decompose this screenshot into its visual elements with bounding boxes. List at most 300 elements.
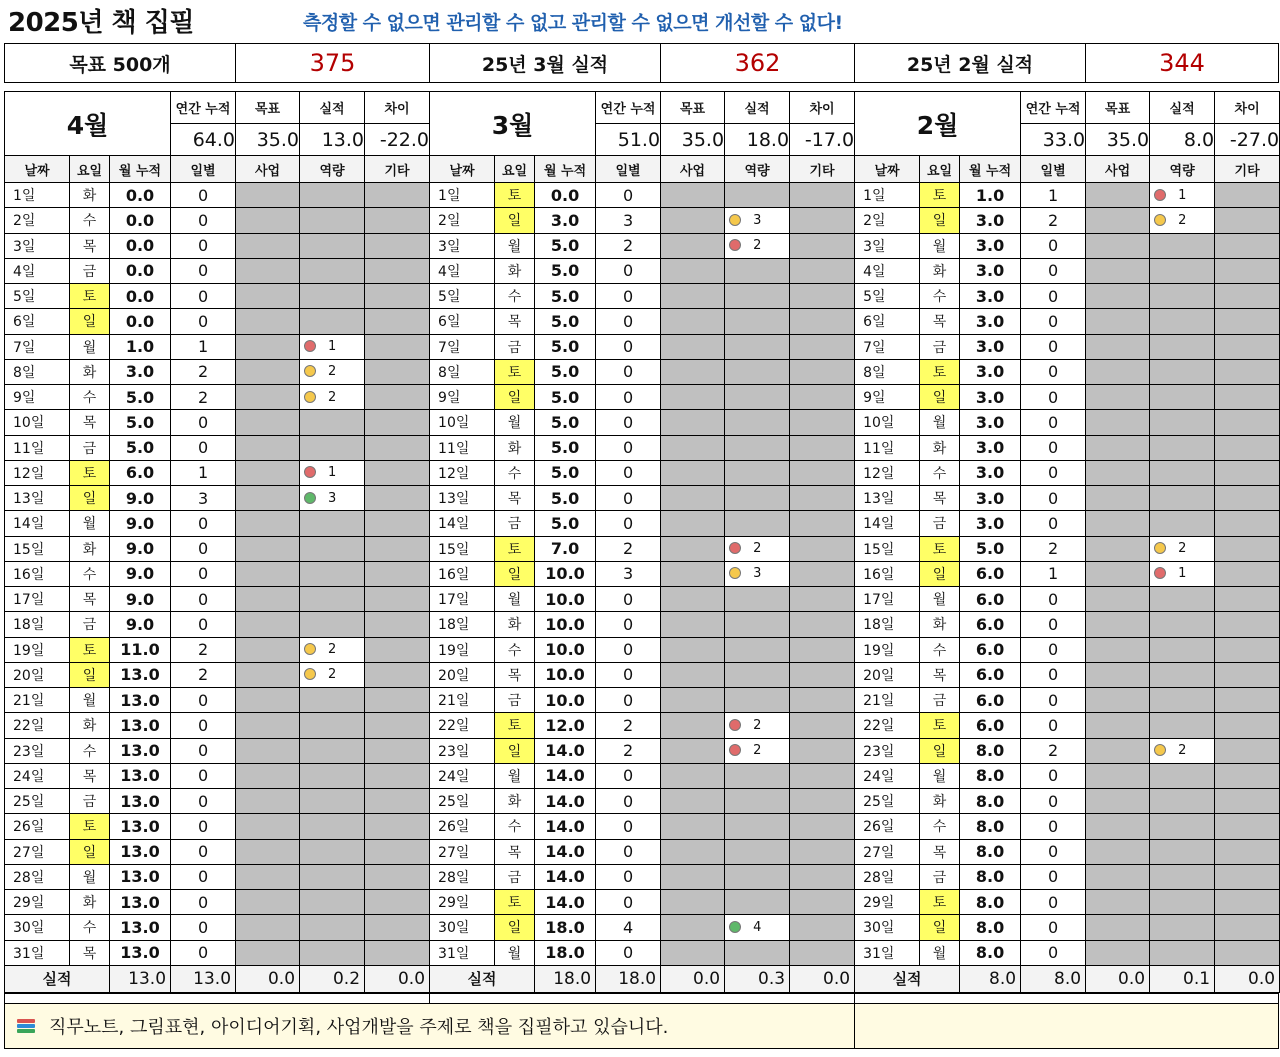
day-cell: 23일 <box>855 738 920 763</box>
other-cell <box>790 763 855 788</box>
ability-value: 2 <box>753 717 762 733</box>
column-header-date: 날짜 <box>855 156 920 183</box>
business-cell <box>1086 789 1150 814</box>
table-row <box>5 536 1280 561</box>
month-cum-cell: 3.0 <box>960 359 1021 384</box>
month-cum-cell: 3.0 <box>960 334 1021 359</box>
day-cell: 25일 <box>430 789 495 814</box>
month-cum-cell: 6.0 <box>960 612 1021 637</box>
business-cell <box>1086 284 1150 309</box>
business-cell <box>661 258 725 283</box>
day-cell: 23일 <box>430 738 495 763</box>
ability-cell <box>1150 662 1215 687</box>
weekday-cell: 월 <box>920 587 960 612</box>
business-cell <box>1086 258 1150 283</box>
weekday-cell: 금 <box>920 688 960 713</box>
month-cum-cell: 8.0 <box>960 940 1021 965</box>
business-cell <box>236 208 300 233</box>
daily-cell: 0 <box>171 763 236 788</box>
weekday-cell: 일 <box>920 561 960 586</box>
ability-cell <box>1150 208 1215 233</box>
other-cell <box>365 385 430 410</box>
month-cum-cell: 5.0 <box>110 410 171 435</box>
day-cell: 26일 <box>430 814 495 839</box>
business-cell <box>1086 814 1150 839</box>
business-cell <box>661 410 725 435</box>
daily-cell: 2 <box>596 713 661 738</box>
other-cell <box>1215 890 1280 915</box>
weekday-cell: 수 <box>70 915 110 940</box>
summary-value-annual-cum: 51.0 <box>596 124 661 156</box>
daily-cell: 0 <box>596 789 661 814</box>
business-cell <box>1086 688 1150 713</box>
daily-cell: 0 <box>596 940 661 965</box>
business-cell <box>1086 233 1150 258</box>
summary-header-annual-cum: 연간 누적 <box>1021 92 1086 124</box>
summary-value-actual: 18.0 <box>725 124 790 156</box>
weekday-cell: 화 <box>70 713 110 738</box>
other-cell <box>1215 789 1280 814</box>
slogan-text: 측정할 수 없으면 관리할 수 없고 관리할 수 없으면 개선할 수 없다! <box>303 12 843 34</box>
month-cum-cell: 5.0 <box>535 359 596 384</box>
summary-header-target: 목표 <box>236 92 300 124</box>
day-cell: 21일 <box>430 688 495 713</box>
business-cell <box>236 359 300 384</box>
other-cell <box>1215 688 1280 713</box>
daily-cell: 0 <box>596 662 661 687</box>
summary-value-diff: -17.0 <box>790 124 855 156</box>
month-cum-cell: 12.0 <box>535 713 596 738</box>
weekday-cell: 일 <box>495 208 535 233</box>
day-cell: 11일 <box>5 435 70 460</box>
yellow-dot-icon <box>1154 744 1166 756</box>
other-cell <box>365 890 430 915</box>
daily-cell: 0 <box>171 713 236 738</box>
summary-header-diff: 차이 <box>1215 92 1280 124</box>
month-cum-cell: 6.0 <box>960 688 1021 713</box>
day-cell: 5일 <box>855 284 920 309</box>
ability-cell <box>1150 688 1215 713</box>
daily-cell: 0 <box>171 511 236 536</box>
month-title: 2월 <box>855 92 1021 156</box>
other-cell <box>365 486 430 511</box>
day-cell: 2일 <box>5 208 70 233</box>
month-cum-cell: 9.0 <box>110 561 171 586</box>
business-cell <box>236 258 300 283</box>
month-cum-cell: 6.0 <box>960 713 1021 738</box>
summary-value-target: 35.0 <box>1086 124 1150 156</box>
ability-cell <box>1150 435 1215 460</box>
day-cell: 27일 <box>430 839 495 864</box>
weekday-cell: 금 <box>920 864 960 889</box>
weekday-cell: 토 <box>495 890 535 915</box>
ability-value: 2 <box>1178 743 1187 759</box>
red-dot-icon <box>729 719 741 731</box>
weekday-cell: 목 <box>70 233 110 258</box>
ability-cell <box>300 713 365 738</box>
daily-cell: 0 <box>596 183 661 208</box>
ability-value: 3 <box>328 490 337 506</box>
weekday-cell: 일 <box>70 486 110 511</box>
weekday-cell: 수 <box>70 208 110 233</box>
business-cell <box>661 208 725 233</box>
day-cell: 18일 <box>5 612 70 637</box>
ability-cell <box>725 713 790 738</box>
table-row <box>5 233 1280 258</box>
daily-cell: 0 <box>171 789 236 814</box>
ability-cell <box>300 410 365 435</box>
business-cell <box>661 940 725 965</box>
ability-cell <box>300 183 365 208</box>
day-cell: 24일 <box>5 763 70 788</box>
business-cell <box>661 536 725 561</box>
footer-table <box>4 993 1279 1049</box>
month-cum-cell: 5.0 <box>535 460 596 485</box>
day-cell: 15일 <box>5 536 70 561</box>
ability-cell <box>300 385 365 410</box>
ability-cell <box>725 864 790 889</box>
day-cell: 17일 <box>855 587 920 612</box>
daily-cell: 0 <box>596 359 661 384</box>
daily-cell: 1 <box>171 334 236 359</box>
ability-cell <box>725 789 790 814</box>
table-row <box>5 738 1280 763</box>
month-cum-cell: 10.0 <box>535 561 596 586</box>
business-cell <box>236 940 300 965</box>
weekday-cell: 화 <box>495 435 535 460</box>
day-cell: 19일 <box>5 637 70 662</box>
day-cell: 26일 <box>855 814 920 839</box>
ability-value: 2 <box>328 642 337 658</box>
ability-cell <box>1150 359 1215 384</box>
yellow-dot-icon <box>304 365 316 377</box>
daily-cell: 0 <box>596 612 661 637</box>
other-cell <box>790 839 855 864</box>
summary-value-target: 35.0 <box>661 124 725 156</box>
daily-cell: 0 <box>1021 258 1086 283</box>
daily-cell: 0 <box>596 814 661 839</box>
total-value: 0.0 <box>236 965 300 992</box>
daily-cell: 1 <box>1021 561 1086 586</box>
column-header-dow: 요일 <box>920 156 960 183</box>
weekday-cell: 목 <box>495 486 535 511</box>
other-cell <box>1215 233 1280 258</box>
day-cell: 16일 <box>5 561 70 586</box>
red-dot-icon <box>304 340 316 352</box>
summary-value-actual: 8.0 <box>1150 124 1215 156</box>
ability-cell <box>1150 763 1215 788</box>
weekday-cell: 토 <box>70 814 110 839</box>
other-cell <box>1215 940 1280 965</box>
month-cum-cell: 0.0 <box>110 309 171 334</box>
ability-cell <box>1150 890 1215 915</box>
month-cum-cell: 13.0 <box>110 890 171 915</box>
weekday-cell: 금 <box>70 435 110 460</box>
table-row <box>5 662 1280 687</box>
ability-cell <box>300 536 365 561</box>
month-cum-cell: 8.0 <box>960 814 1021 839</box>
table-row <box>5 940 1280 965</box>
total-value: 0.1 <box>1150 965 1215 992</box>
day-cell: 7일 <box>855 334 920 359</box>
day-cell: 31일 <box>430 940 495 965</box>
business-cell <box>236 486 300 511</box>
daily-cell: 0 <box>171 309 236 334</box>
other-cell <box>790 637 855 662</box>
business-cell <box>661 284 725 309</box>
daily-cell: 0 <box>596 486 661 511</box>
ability-cell <box>1150 233 1215 258</box>
summary-header-actual: 실적 <box>1150 92 1215 124</box>
day-cell: 9일 <box>5 385 70 410</box>
other-cell <box>1215 814 1280 839</box>
ability-cell <box>300 688 365 713</box>
ability-cell <box>1150 940 1215 965</box>
ability-value: 2 <box>328 364 337 380</box>
day-cell: 18일 <box>430 612 495 637</box>
business-cell <box>236 334 300 359</box>
column-header-business: 사업 <box>236 156 300 183</box>
daily-cell: 1 <box>171 460 236 485</box>
ability-value: 2 <box>753 238 762 254</box>
red-dot-icon <box>1154 567 1166 579</box>
other-cell <box>790 183 855 208</box>
day-cell: 13일 <box>5 486 70 511</box>
business-cell <box>1086 940 1150 965</box>
day-cell: 31일 <box>855 940 920 965</box>
business-cell <box>1086 359 1150 384</box>
business-cell <box>236 284 300 309</box>
table-row <box>5 839 1280 864</box>
other-cell <box>790 890 855 915</box>
business-cell <box>661 460 725 485</box>
yellow-dot-icon <box>1154 214 1166 226</box>
other-cell <box>365 183 430 208</box>
daily-cell: 2 <box>171 385 236 410</box>
ability-cell <box>725 511 790 536</box>
ability-cell <box>1150 258 1215 283</box>
month-cum-cell: 6.0 <box>960 561 1021 586</box>
daily-cell: 0 <box>1021 662 1086 687</box>
ability-value: 3 <box>753 566 762 582</box>
ability-cell <box>1150 385 1215 410</box>
table-row <box>5 612 1280 637</box>
weekday-cell: 화 <box>920 612 960 637</box>
weekday-cell: 화 <box>70 890 110 915</box>
other-cell <box>365 738 430 763</box>
daily-cell: 0 <box>596 511 661 536</box>
other-cell <box>365 309 430 334</box>
ability-cell <box>725 233 790 258</box>
business-cell <box>1086 511 1150 536</box>
day-cell: 11일 <box>855 435 920 460</box>
day-cell: 12일 <box>430 460 495 485</box>
daily-cell: 0 <box>1021 940 1086 965</box>
other-cell <box>365 208 430 233</box>
table-row <box>5 511 1280 536</box>
daily-cell: 0 <box>1021 637 1086 662</box>
weekday-cell: 목 <box>70 940 110 965</box>
month-cum-cell: 5.0 <box>535 284 596 309</box>
weekday-cell: 금 <box>495 511 535 536</box>
other-cell <box>790 385 855 410</box>
footer-empty-cell <box>855 1004 1279 1049</box>
ability-cell <box>300 359 365 384</box>
column-header-ability: 역량 <box>1150 156 1215 183</box>
red-dot-icon <box>1154 189 1166 201</box>
weekday-cell: 일 <box>495 738 535 763</box>
footer-note <box>5 1004 855 1049</box>
other-cell <box>365 233 430 258</box>
ability-cell <box>725 309 790 334</box>
day-cell: 27일 <box>5 839 70 864</box>
ability-cell <box>1150 486 1215 511</box>
day-cell: 1일 <box>5 183 70 208</box>
other-cell <box>790 258 855 283</box>
day-cell: 22일 <box>5 713 70 738</box>
daily-cell: 3 <box>596 561 661 586</box>
weekday-cell: 목 <box>920 309 960 334</box>
total-label: 실적 <box>855 965 960 992</box>
daily-cell: 0 <box>1021 284 1086 309</box>
total-value: 8.0 <box>1021 965 1086 992</box>
month-cum-cell: 9.0 <box>110 587 171 612</box>
ability-cell <box>300 612 365 637</box>
month-cum-cell: 3.0 <box>960 410 1021 435</box>
ability-cell <box>1150 864 1215 889</box>
total-value: 0.0 <box>365 965 430 992</box>
column-header-daily: 일별 <box>1021 156 1086 183</box>
month-cum-cell: 6.0 <box>960 662 1021 687</box>
ability-cell <box>300 334 365 359</box>
daily-cell: 2 <box>171 359 236 384</box>
day-cell: 1일 <box>855 183 920 208</box>
month-cum-cell: 13.0 <box>110 713 171 738</box>
daily-cell: 2 <box>171 662 236 687</box>
business-cell <box>661 334 725 359</box>
other-cell <box>790 410 855 435</box>
other-cell <box>1215 410 1280 435</box>
other-cell <box>365 839 430 864</box>
weekday-cell: 목 <box>495 309 535 334</box>
ability-cell <box>1150 814 1215 839</box>
weekday-cell: 일 <box>495 915 535 940</box>
ability-cell <box>1150 183 1215 208</box>
day-cell: 16일 <box>430 561 495 586</box>
daily-cell: 4 <box>596 915 661 940</box>
month-cum-cell: 8.0 <box>960 738 1021 763</box>
daily-cell: 0 <box>171 183 236 208</box>
other-cell <box>1215 637 1280 662</box>
weekday-cell: 화 <box>70 183 110 208</box>
ability-cell <box>725 637 790 662</box>
daily-cell: 0 <box>596 334 661 359</box>
day-cell: 8일 <box>430 359 495 384</box>
month-cum-cell: 6.0 <box>960 637 1021 662</box>
other-cell <box>790 915 855 940</box>
day-cell: 21일 <box>5 688 70 713</box>
column-header-business: 사업 <box>661 156 725 183</box>
ability-cell <box>300 662 365 687</box>
weekday-cell: 목 <box>920 486 960 511</box>
weekday-cell: 일 <box>920 208 960 233</box>
total-value: 0.0 <box>1215 965 1280 992</box>
other-cell <box>790 688 855 713</box>
red-dot-icon <box>729 744 741 756</box>
business-cell <box>1086 839 1150 864</box>
ability-cell <box>725 359 790 384</box>
business-cell <box>236 814 300 839</box>
month-cum-cell: 5.0 <box>535 410 596 435</box>
weekday-cell: 수 <box>495 814 535 839</box>
day-cell: 17일 <box>430 587 495 612</box>
daily-cell: 0 <box>596 258 661 283</box>
summary-header-annual-cum: 연간 누적 <box>171 92 236 124</box>
month-cum-cell: 5.0 <box>960 536 1021 561</box>
weekday-cell: 월 <box>920 940 960 965</box>
other-cell <box>790 309 855 334</box>
table-row <box>5 561 1280 586</box>
ability-cell <box>725 435 790 460</box>
day-cell: 2일 <box>855 208 920 233</box>
summary-value-annual-cum: 33.0 <box>1021 124 1086 156</box>
ability-cell <box>725 587 790 612</box>
table-row <box>5 359 1280 384</box>
other-cell <box>790 284 855 309</box>
day-cell: 3일 <box>430 233 495 258</box>
day-cell: 10일 <box>430 410 495 435</box>
month-title: 4월 <box>5 92 171 156</box>
weekday-cell: 화 <box>920 258 960 283</box>
month-cum-cell: 3.0 <box>960 435 1021 460</box>
table-row <box>5 183 1280 208</box>
daily-cell: 0 <box>171 284 236 309</box>
daily-cell: 2 <box>596 233 661 258</box>
business-cell <box>661 738 725 763</box>
weekday-cell: 화 <box>70 359 110 384</box>
month-cum-cell: 13.0 <box>110 915 171 940</box>
day-cell: 27일 <box>855 839 920 864</box>
other-cell <box>790 940 855 965</box>
month-cum-cell: 3.0 <box>960 486 1021 511</box>
day-cell: 16일 <box>855 561 920 586</box>
ability-cell <box>300 839 365 864</box>
daily-cell: 0 <box>1021 486 1086 511</box>
day-cell: 20일 <box>430 662 495 687</box>
daily-cell: 2 <box>171 637 236 662</box>
other-cell <box>365 359 430 384</box>
ability-cell <box>300 460 365 485</box>
other-cell <box>790 233 855 258</box>
weekday-cell: 토 <box>495 183 535 208</box>
other-cell <box>365 814 430 839</box>
business-cell <box>661 183 725 208</box>
total-value: 18.0 <box>596 965 661 992</box>
weekday-cell: 수 <box>70 561 110 586</box>
other-cell <box>1215 864 1280 889</box>
month-cum-cell: 10.0 <box>535 587 596 612</box>
ability-cell <box>725 460 790 485</box>
daily-cell: 0 <box>171 814 236 839</box>
red-dot-icon <box>729 542 741 554</box>
weekday-cell: 일 <box>70 839 110 864</box>
business-cell <box>1086 713 1150 738</box>
other-cell <box>790 713 855 738</box>
business-cell <box>661 637 725 662</box>
weekday-cell: 금 <box>495 688 535 713</box>
business-cell <box>661 233 725 258</box>
other-cell <box>1215 662 1280 687</box>
